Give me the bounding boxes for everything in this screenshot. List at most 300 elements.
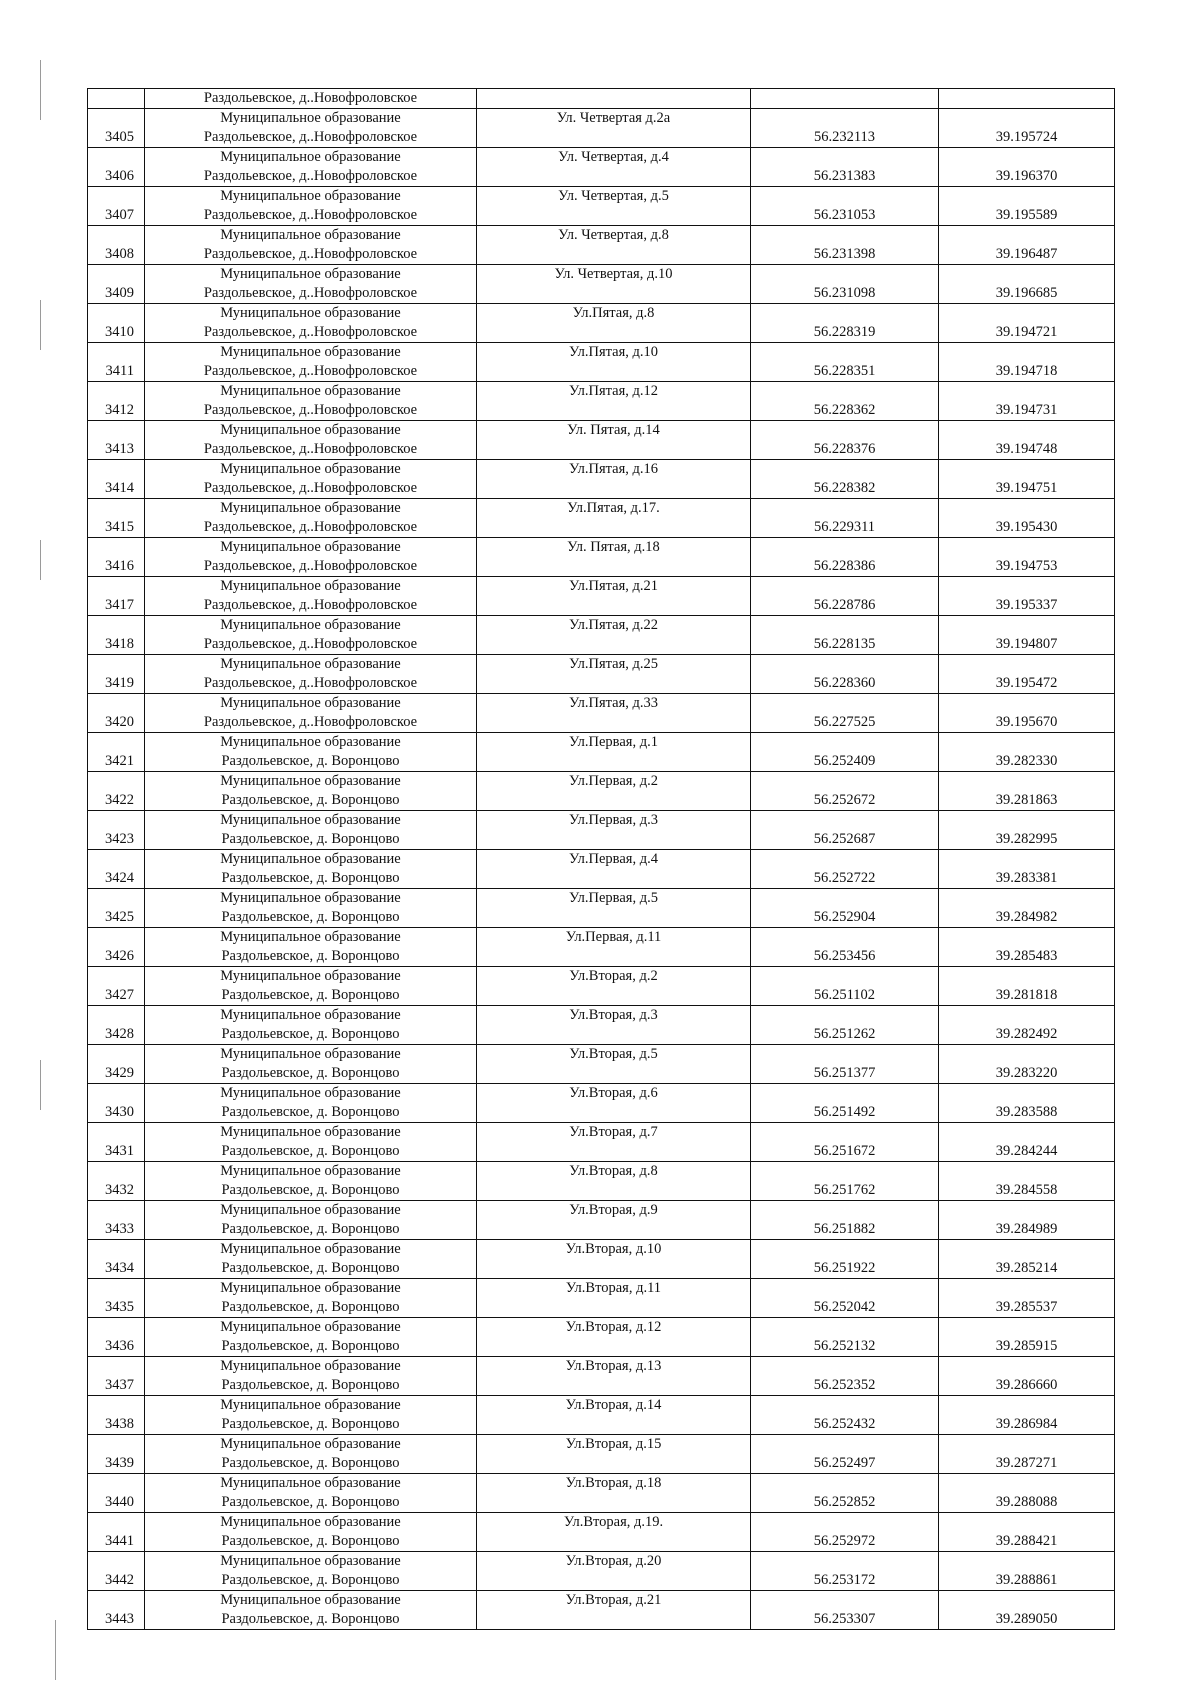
row-number: 3407 [88,187,145,226]
longitude-cell: 39.286984 [939,1396,1115,1435]
row-number: 3412 [88,382,145,421]
municipality-cell [145,382,477,421]
street-cell: Ул.Вторая, д.13 [477,1357,751,1396]
latitude-cell: 56.228382 [751,460,939,499]
street-cell: Ул.Первая, д.2 [477,772,751,811]
row-number: 3430 [88,1084,145,1123]
latitude-cell: 56.251102 [751,967,939,1006]
row-number [88,89,145,109]
table-row [88,1435,1115,1474]
table-row [88,1162,1115,1201]
municipality-line-1: Муниципальное образование [220,1553,401,1569]
latitude-cell: 56.252497 [751,1435,939,1474]
latitude-cell: 56.227525 [751,694,939,733]
table-row [88,616,1115,655]
municipality-cell [145,1396,477,1435]
table-row [88,304,1115,343]
municipality-cell [145,850,477,889]
latitude-cell: 56.251922 [751,1240,939,1279]
street-cell: Ул.Пятая, д.10 [477,343,751,382]
longitude-cell: 39.196370 [939,148,1115,187]
municipality-cell [145,265,477,304]
street-cell: Ул. Четвертая, д.4 [477,148,751,187]
municipality-line-2: Раздольевское, д..Новофроловское [203,675,418,691]
municipality-line-1: Муниципальное образование [220,110,401,126]
municipality-line-2: Раздольевское, д..Новофроловское [203,714,418,730]
latitude-cell: 56.252672 [751,772,939,811]
table-row [88,1201,1115,1240]
municipality-line-2: Раздольевское, д. Воронцово [221,1455,400,1471]
municipality-line-1: Муниципальное образование [220,1007,401,1023]
latitude-cell: 56.228351 [751,343,939,382]
table-row [88,1357,1115,1396]
municipality-line-2: Раздольевское, д..Новофроловское [203,480,418,496]
municipality-cell [145,694,477,733]
row-number: 3442 [88,1552,145,1591]
longitude-cell: 39.194721 [939,304,1115,343]
municipality-cell [145,148,477,187]
street-cell: Ул.Вторая, д.11 [477,1279,751,1318]
latitude-cell: 56.253172 [751,1552,939,1591]
longitude-cell: 39.284989 [939,1201,1115,1240]
table-row [88,538,1115,577]
table-row [88,1123,1115,1162]
table-row [88,499,1115,538]
table-row [88,1045,1115,1084]
row-number: 3423 [88,811,145,850]
municipality-cell [145,1279,477,1318]
municipality-cell [145,1162,477,1201]
row-number: 3436 [88,1318,145,1357]
street-cell: Ул.Пятая, д.8 [477,304,751,343]
row-number: 3406 [88,148,145,187]
latitude-cell: 56.228376 [751,421,939,460]
municipality-line-2: Раздольевское, д..Новофроловское [203,324,418,340]
row-number: 3434 [88,1240,145,1279]
latitude-cell: 56.252972 [751,1513,939,1552]
street-cell: Ул.Вторая, д.21 [477,1591,751,1630]
street-cell: Ул. Пятая, д.14 [477,421,751,460]
latitude-cell: 56.228360 [751,655,939,694]
street-cell: Ул.Вторая, д.5 [477,1045,751,1084]
longitude-cell: 39.195430 [939,499,1115,538]
latitude-cell: 56.232113 [751,109,939,148]
table-row [88,772,1115,811]
municipality-cell [145,226,477,265]
row-number: 3416 [88,538,145,577]
municipality-cell [145,187,477,226]
municipality-line-1: Муниципальное образование [220,1592,401,1608]
street-cell: Ул.Пятая, д.12 [477,382,751,421]
municipality-line-2: Раздольевское, д. Воронцово [221,1494,400,1510]
longitude-cell: 39.194807 [939,616,1115,655]
municipality-line-1: Муниципальное образование [220,149,401,165]
municipality-line-2: Раздольевское, д. Воронцово [221,1377,400,1393]
latitude-cell: 56.251672 [751,1123,939,1162]
municipality-line-2: Раздольевское, д. Воронцово [221,948,400,964]
street-cell: Ул. Четвертая, д.10 [477,265,751,304]
table-row [88,1318,1115,1357]
latitude-cell: 56.252904 [751,889,939,928]
table-row [88,577,1115,616]
latitude-cell: 56.228362 [751,382,939,421]
street-cell: Ул.Первая, д.5 [477,889,751,928]
row-number: 3437 [88,1357,145,1396]
row-number: 3429 [88,1045,145,1084]
table-row [88,1396,1115,1435]
municipality-cell [145,1552,477,1591]
municipality-line-2: Раздольевское, д..Новофроловское [203,558,418,574]
municipality-line-1: Муниципальное образование [220,1085,401,1101]
row-number: 3439 [88,1435,145,1474]
street-cell: Ул.Вторая, д.18 [477,1474,751,1513]
municipality-line-1: Муниципальное образование [220,1241,401,1257]
municipality-line-2: Раздольевское, д..Новофроловское [203,363,418,379]
municipality-line-2: Раздольевское, д. Воронцово [221,1065,400,1081]
latitude-cell: 56.252722 [751,850,939,889]
longitude-cell: 39.285915 [939,1318,1115,1357]
row-number: 3418 [88,616,145,655]
municipality-cell [145,928,477,967]
municipality-line-1: Муниципальное образование [220,929,401,945]
latitude-cell: 56.228386 [751,538,939,577]
table-row [88,1552,1115,1591]
latitude-cell: 56.251262 [751,1006,939,1045]
street-cell: Ул. Пятая, д.18 [477,538,751,577]
longitude-cell: 39.196685 [939,265,1115,304]
street-cell: Ул.Вторая, д.2 [477,967,751,1006]
table-row [88,733,1115,772]
table-row [88,928,1115,967]
municipality-line-2: Раздольевское, д. Воронцово [221,1338,400,1354]
latitude-cell: 56.251762 [751,1162,939,1201]
municipality-cell [145,616,477,655]
municipality-cell [145,1318,477,1357]
municipality-cell [145,343,477,382]
longitude-cell: 39.284244 [939,1123,1115,1162]
table-row [88,460,1115,499]
latitude-cell: 56.252852 [751,1474,939,1513]
municipality-line-2: Раздольевское, д..Новофроловское [203,207,418,223]
longitude-cell: 39.194751 [939,460,1115,499]
longitude-cell: 39.195724 [939,109,1115,148]
municipality-cell [145,733,477,772]
row-number: 3443 [88,1591,145,1630]
longitude-cell: 39.195472 [939,655,1115,694]
scan-margin-mark [40,540,41,580]
municipality-cell [145,1123,477,1162]
municipality-cell [145,460,477,499]
scan-margin-mark [40,300,41,350]
table-row [88,148,1115,187]
longitude-cell: 39.281818 [939,967,1115,1006]
municipality-cell [145,421,477,460]
latitude-cell: 56.252352 [751,1357,939,1396]
municipality-line-2: Раздольевское, д..Новофроловское [203,441,418,457]
row-number: 3408 [88,226,145,265]
longitude-cell: 39.283220 [939,1045,1115,1084]
municipality-line-2: Раздольевское, д. Воронцово [221,753,400,769]
table-row [88,187,1115,226]
longitude-cell: 39.194718 [939,343,1115,382]
longitude-cell: 39.194731 [939,382,1115,421]
municipality-line-1: Муниципальное образование [220,1397,401,1413]
municipality-line-1: Муниципальное образование [220,539,401,555]
municipality-line-1: Муниципальное образование [220,1202,401,1218]
municipality-cell [145,1513,477,1552]
street-cell: Ул.Вторая, д.20 [477,1552,751,1591]
table-row [88,382,1115,421]
municipality-line-2: Раздольевское, д..Новофроловское [203,402,418,418]
latitude-cell: 56.252687 [751,811,939,850]
latitude-cell: 56.229311 [751,499,939,538]
municipality-line-1: Муниципальное образование [220,578,401,594]
longitude-cell: 39.283588 [939,1084,1115,1123]
longitude-cell: 39.281863 [939,772,1115,811]
municipality-cell [145,499,477,538]
municipality-line-2: Раздольевское, д. Воронцово [221,1572,400,1588]
row-number: 3432 [88,1162,145,1201]
municipality-line-2: Раздольевское, д. Воронцово [221,1260,400,1276]
longitude-cell: 39.194753 [939,538,1115,577]
street-cell: Ул.Вторая, д.6 [477,1084,751,1123]
row-number: 3435 [88,1279,145,1318]
municipality-line-1: Муниципальное образование [220,890,401,906]
table-row [88,694,1115,733]
longitude-cell: 39.196487 [939,226,1115,265]
street-cell: Ул.Вторая, д.3 [477,1006,751,1045]
table-row [88,850,1115,889]
row-number: 3409 [88,265,145,304]
street-cell: Ул. Четвертая д.2а [477,109,751,148]
table-row [88,889,1115,928]
table-row [88,1084,1115,1123]
row-number: 3419 [88,655,145,694]
municipality-cell [145,1201,477,1240]
row-number: 3425 [88,889,145,928]
table-body [88,89,1115,1630]
municipality-cell [145,1006,477,1045]
latitude-cell: 56.252409 [751,733,939,772]
street-cell: Ул.Вторая, д.15 [477,1435,751,1474]
municipality-line-2: Раздольевское, д. Воронцово [221,1299,400,1315]
municipality-line-1: Муниципальное образование [220,773,401,789]
municipality-line-2: Раздольевское, д..Новофроловское [203,285,418,301]
row-number: 3415 [88,499,145,538]
street-cell [477,89,751,109]
row-number: 3421 [88,733,145,772]
latitude-cell: 56.252132 [751,1318,939,1357]
municipality-line-2: Раздольевское, д. Воронцово [221,987,400,1003]
municipality-cell [145,1240,477,1279]
latitude-cell: 56.251377 [751,1045,939,1084]
latitude-cell: 56.251492 [751,1084,939,1123]
street-cell: Ул.Первая, д.3 [477,811,751,850]
latitude-cell: 56.251882 [751,1201,939,1240]
longitude-cell: 39.287271 [939,1435,1115,1474]
longitude-cell: 39.283381 [939,850,1115,889]
longitude-cell: 39.288861 [939,1552,1115,1591]
longitude-cell: 39.284982 [939,889,1115,928]
longitude-cell: 39.288088 [939,1474,1115,1513]
latitude-cell: 56.252432 [751,1396,939,1435]
row-number: 3411 [88,343,145,382]
street-cell: Ул. Четвертая, д.5 [477,187,751,226]
street-cell: Ул.Первая, д.11 [477,928,751,967]
municipality-line-2: Раздольевское, д. Воронцово [221,1143,400,1159]
municipality-cell [145,538,477,577]
municipality-line-1: Муниципальное образование [220,422,401,438]
municipality-line-1: Муниципальное образование [220,656,401,672]
longitude-cell: 39.289050 [939,1591,1115,1630]
row-number: 3431 [88,1123,145,1162]
street-cell: Ул.Вторая, д.12 [477,1318,751,1357]
table-row [88,1591,1115,1630]
longitude-cell: 39.195589 [939,187,1115,226]
municipality-line-1: Муниципальное образование [220,1514,401,1530]
street-cell: Ул.Пятая, д.17. [477,499,751,538]
municipality-line-2: Раздольевское, д. Воронцово [221,1611,400,1627]
row-number: 3410 [88,304,145,343]
street-cell: Ул.Пятая, д.21 [477,577,751,616]
table-row [88,811,1115,850]
table-row [88,1474,1115,1513]
longitude-cell: 39.282995 [939,811,1115,850]
municipality-line-2: Раздольевское, д. Воронцово [221,792,400,808]
municipality-line-2: Раздольевское, д..Новофроловское [203,168,418,184]
longitude-cell: 39.284558 [939,1162,1115,1201]
municipality-cell [145,1591,477,1630]
table-row [88,265,1115,304]
municipality-cell [145,577,477,616]
street-cell: Ул.Первая, д.1 [477,733,751,772]
row-number: 3428 [88,1006,145,1045]
street-cell: Ул.Вторая, д.14 [477,1396,751,1435]
continuation-row [88,89,1115,109]
municipality-line-1: Муниципальное образование [220,1358,401,1374]
municipality-line-1: Муниципальное образование [220,188,401,204]
street-cell: Ул.Пятая, д.33 [477,694,751,733]
municipality-line-2: Раздольевское, д. Воронцово [221,1182,400,1198]
street-cell: Ул.Вторая, д.19. [477,1513,751,1552]
latitude-cell: 56.231053 [751,187,939,226]
table-row [88,655,1115,694]
latitude-cell: 56.228786 [751,577,939,616]
municipality-cell [145,1474,477,1513]
municipality-line-2: Раздольевское, д. Воронцово [221,1221,400,1237]
row-number: 3424 [88,850,145,889]
street-cell: Ул.Вторая, д.8 [477,1162,751,1201]
street-cell: Ул.Пятая, д.25 [477,655,751,694]
municipality-line-1: Муниципальное образование [220,1436,401,1452]
municipality-line-2: Раздольевское, д. Воронцово [221,870,400,886]
longitude-cell: 39.285214 [939,1240,1115,1279]
table-row [88,1240,1115,1279]
municipality-line-1: Муниципальное образование [220,266,401,282]
municipality-line-1: Муниципальное образование [220,1319,401,1335]
row-number: 3426 [88,928,145,967]
municipality-line-1: Муниципальное образование [220,344,401,360]
address-coordinates-table [87,88,1115,1630]
longitude-cell: 39.288421 [939,1513,1115,1552]
table-row [88,967,1115,1006]
municipality-line-1: Муниципальное образование [220,851,401,867]
municipality-line-2: Раздольевское, д. Воронцово [221,831,400,847]
municipality-line-2: Раздольевское, д..Новофроловское [203,246,418,262]
latitude-cell: 56.231383 [751,148,939,187]
municipality-line-2: Раздольевское, д. Воронцово [221,1533,400,1549]
row-number: 3441 [88,1513,145,1552]
municipality-line-1: Муниципальное образование [220,968,401,984]
municipality-line-2: Раздольевское, д..Новофроловское [203,519,418,535]
latitude-cell: 56.228319 [751,304,939,343]
municipality-line-1: Муниципальное образование [220,500,401,516]
municipality-line-2: Раздольевское, д. Воронцово [221,1416,400,1432]
longitude-cell: 39.195670 [939,694,1115,733]
latitude-cell: 56.231098 [751,265,939,304]
street-cell: Ул.Первая, д.4 [477,850,751,889]
street-cell: Ул.Пятая, д.16 [477,460,751,499]
longitude-cell: 39.286660 [939,1357,1115,1396]
municipality-cell [145,1084,477,1123]
row-number: 3405 [88,109,145,148]
longitude-cell: 39.285537 [939,1279,1115,1318]
table-row [88,1279,1115,1318]
municipality-cell: Раздольевское, д..Новофроловское [145,89,477,109]
table-row [88,226,1115,265]
table-row [88,343,1115,382]
municipality-cell [145,1435,477,1474]
municipality-line-1: Муниципальное образование [220,695,401,711]
latitude-cell: 56.231398 [751,226,939,265]
latitude-cell: 56.252042 [751,1279,939,1318]
latitude-cell: 56.228135 [751,616,939,655]
municipality-line-2: Раздольевское, д..Новофроловское [203,636,418,652]
street-cell: Ул.Вторая, д.7 [477,1123,751,1162]
municipality-line-1: Муниципальное образование [220,305,401,321]
row-number: 3438 [88,1396,145,1435]
municipality-line-1: Муниципальное образование [220,383,401,399]
longitude-cell: 39.195337 [939,577,1115,616]
municipality-cell [145,1045,477,1084]
street-cell: Ул.Вторая, д.9 [477,1201,751,1240]
longitude-cell: 39.285483 [939,928,1115,967]
municipality-cell [145,772,477,811]
scan-margin-mark [40,1060,41,1110]
municipality-cell [145,304,477,343]
municipality-line-1: Муниципальное образование [220,617,401,633]
table-row [88,1513,1115,1552]
municipality-line-1: Муниципальное образование [220,461,401,477]
row-number: 3433 [88,1201,145,1240]
municipality-line-1: Муниципальное образование [220,1163,401,1179]
municipality-line-1: Муниципальное образование [220,1046,401,1062]
longitude-cell: 39.194748 [939,421,1115,460]
longitude-cell: 39.282330 [939,733,1115,772]
municipality-line-2: Раздольевское, д. Воронцово [221,1026,400,1042]
row-number: 3440 [88,1474,145,1513]
scan-margin-mark [55,1620,56,1680]
municipality-cell [145,889,477,928]
municipality-line-1: Муниципальное образование [220,227,401,243]
municipality-cell [145,811,477,850]
street-cell: Ул.Вторая, д.10 [477,1240,751,1279]
municipality-cell [145,1357,477,1396]
longitude-cell: 39.282492 [939,1006,1115,1045]
row-number: 3413 [88,421,145,460]
municipality-line-1: Муниципальное образование [220,1475,401,1491]
row-number: 3420 [88,694,145,733]
